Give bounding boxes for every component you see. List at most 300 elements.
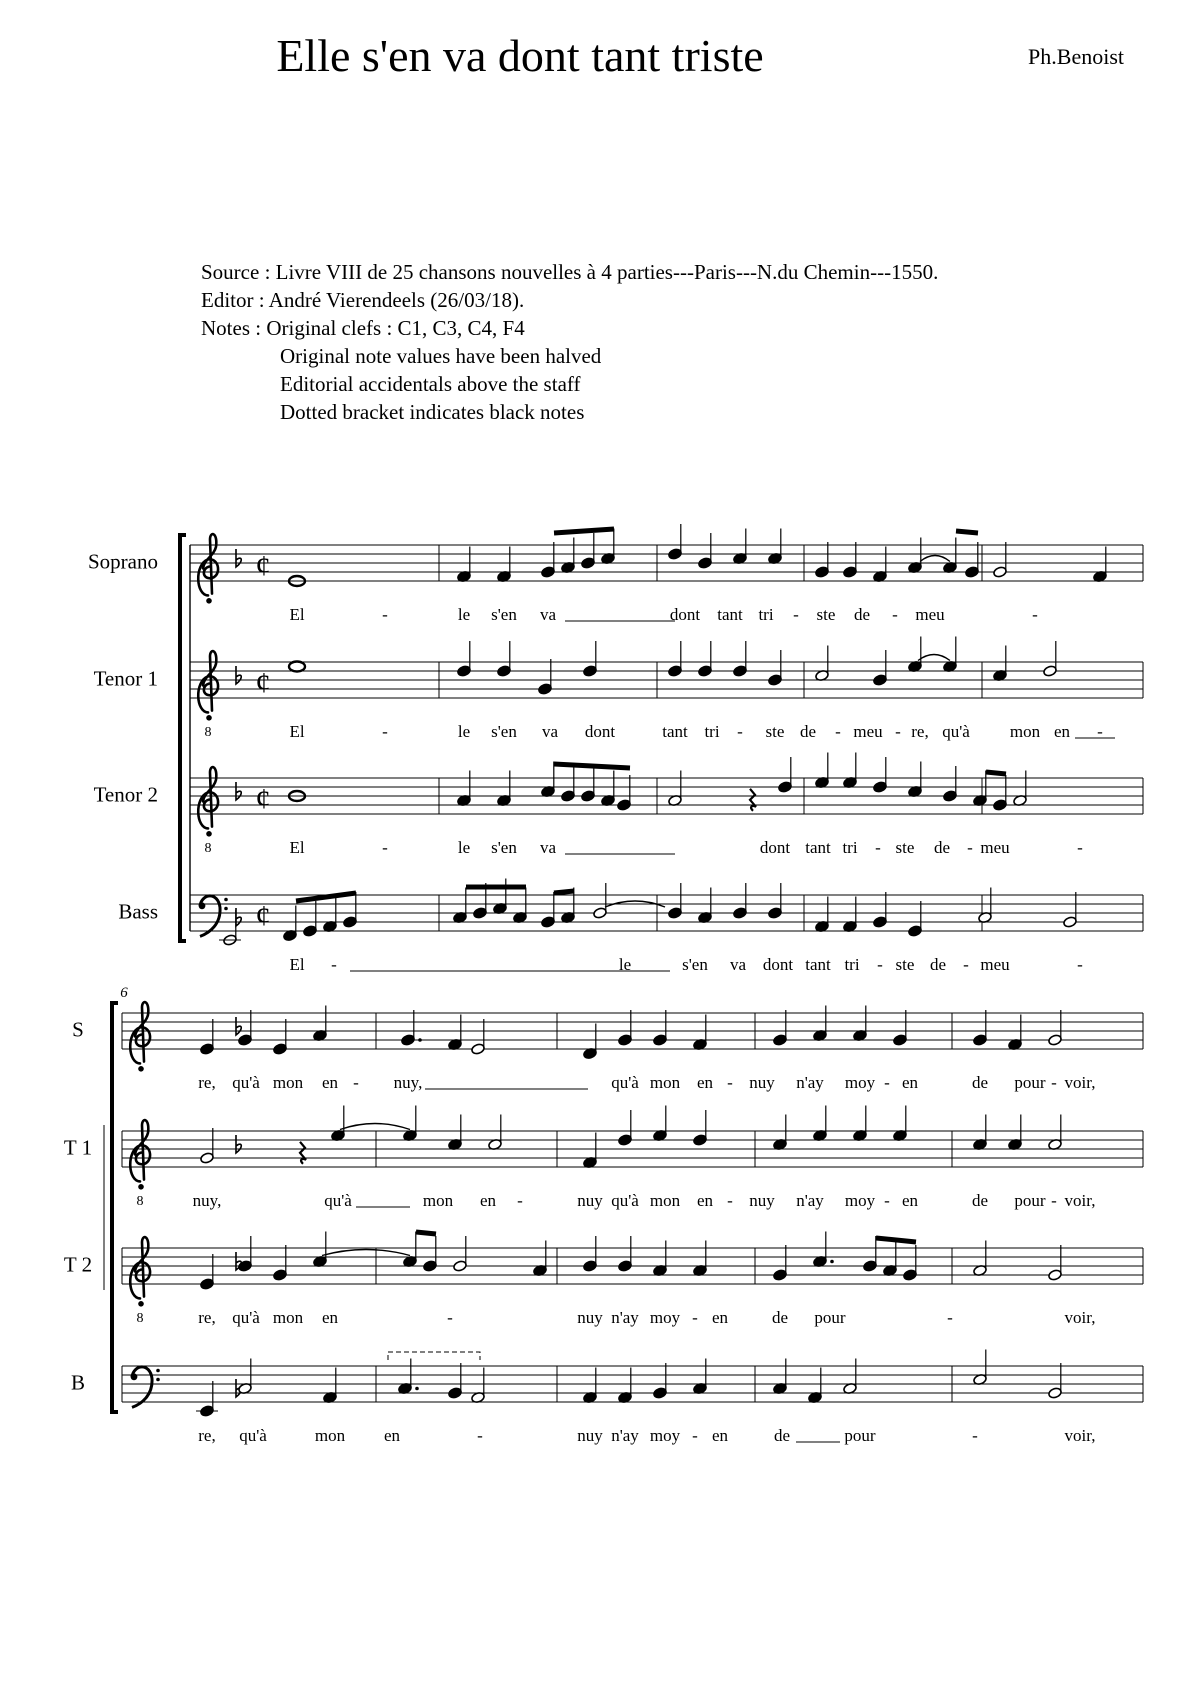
note (541, 762, 556, 798)
lyric-syllable: meu (980, 838, 1010, 857)
lyric-syllable: moy (844, 1073, 876, 1092)
note-head (773, 1034, 788, 1046)
note (283, 906, 298, 942)
bass-clef-dot (224, 907, 228, 911)
lyric-syllable: tri (844, 955, 860, 974)
lyric-syllable: de (799, 722, 817, 741)
lyric-syllable: pour (1014, 1073, 1046, 1092)
treble-clef-tail (138, 1184, 144, 1190)
treble-clef-tail (206, 831, 212, 837)
note (733, 529, 748, 565)
bass-clef-dot (224, 898, 228, 902)
note-head (497, 665, 512, 677)
note-head (541, 566, 556, 578)
tie (340, 1124, 410, 1130)
note (541, 542, 556, 578)
note (618, 1236, 633, 1272)
note-head (618, 1034, 633, 1046)
note (583, 641, 598, 677)
note (323, 897, 338, 933)
lyric-syllable: - (382, 722, 388, 741)
part-label: Tenor 1 (93, 666, 158, 691)
treble-clef-stroke (130, 1002, 150, 1063)
lyric-syllable: - (692, 1308, 698, 1327)
note-head (733, 665, 748, 677)
note (773, 1245, 788, 1281)
staff-sys2-0 (122, 1013, 1143, 1049)
note-head (561, 790, 576, 802)
tie (920, 556, 950, 562)
lyric-syllable: de (853, 605, 871, 624)
lyric-syllable: - (447, 1308, 453, 1327)
note-head (668, 548, 683, 560)
source-line: Source : Livre VIII de 25 chansons nouvelles à 4 parties---Paris---N.du Chemin---1550. (201, 260, 939, 284)
lyric-syllable: mon (1009, 722, 1041, 741)
flat-stroke (236, 549, 241, 567)
note-head (453, 1260, 468, 1272)
note (538, 659, 553, 695)
bass-clef-icon (131, 1367, 160, 1408)
note (873, 650, 888, 686)
note (1013, 771, 1028, 807)
note-head (653, 1034, 668, 1046)
lyric-syllable: - (835, 722, 841, 741)
note (581, 766, 596, 802)
note (693, 1110, 708, 1146)
note-head (863, 1260, 878, 1272)
note (733, 883, 748, 919)
lyric-syllable: El (289, 955, 305, 974)
note-head (273, 1269, 288, 1281)
note (238, 1236, 253, 1272)
note (583, 1368, 598, 1404)
lyric-syllable: s'en (491, 838, 517, 857)
note (908, 762, 923, 798)
lyric-syllable: El (289, 605, 305, 624)
lyric-syllable: le (618, 955, 632, 974)
bass-clef-dot (156, 1369, 160, 1373)
note (618, 1010, 633, 1046)
lyric-syllable: va (541, 722, 559, 741)
lyric-syllable: mon (649, 1073, 681, 1092)
lyric-syllable: n'ay (611, 1308, 639, 1327)
note (533, 1241, 548, 1277)
note (973, 1241, 988, 1277)
note (943, 637, 958, 673)
note (273, 1019, 288, 1055)
treble-clef-stroke (198, 767, 218, 828)
note (541, 892, 556, 928)
time-signature: ¢ (255, 899, 271, 933)
note (200, 1128, 215, 1164)
lyric-syllable: tri (842, 838, 858, 857)
lyric-syllable: - (692, 1426, 698, 1445)
note-head (698, 557, 713, 569)
note-head (618, 1260, 633, 1272)
note (843, 542, 858, 578)
treble-clef-tail (138, 1066, 144, 1072)
octave-eight-mark: 8 (204, 724, 212, 740)
lyric-syllable: voir, (1064, 1426, 1096, 1445)
note (401, 1010, 422, 1046)
note (653, 1241, 668, 1277)
lyric-syllable: re, (198, 1073, 216, 1092)
note (583, 1236, 598, 1272)
lyric-syllable: s'en (491, 605, 517, 624)
part-label: Tenor 2 (93, 782, 158, 807)
beam (416, 1232, 436, 1234)
lyric-syllable: - (884, 1191, 890, 1210)
treble-clef-tail (206, 598, 212, 604)
lyric-syllable: - (947, 1308, 953, 1327)
note-head (693, 1134, 708, 1146)
lyric-syllable: qu'à (611, 1073, 639, 1092)
note-head (668, 907, 683, 919)
note (773, 1115, 788, 1151)
treble-clef-stroke (198, 534, 218, 595)
lyric-syllable: de (971, 1191, 989, 1210)
note (448, 1015, 463, 1051)
note (1008, 1015, 1023, 1051)
piece-title: Elle s'en va dont tant triste (276, 30, 764, 81)
note (497, 547, 512, 583)
note-head (289, 662, 305, 672)
note (668, 883, 683, 919)
lyric-syllable: de (929, 955, 947, 974)
note (448, 1115, 463, 1151)
note (1063, 892, 1078, 928)
note (581, 533, 596, 569)
lyric-syllable: s'en (682, 955, 708, 974)
note (993, 775, 1008, 811)
note-head (768, 907, 783, 919)
treble-clef-stroke (130, 1120, 150, 1181)
note (1008, 1115, 1023, 1151)
lyric-syllable: n'ay (796, 1191, 824, 1210)
part-label: T 2 (63, 1252, 93, 1277)
note (403, 1232, 418, 1268)
note (561, 538, 576, 574)
note (601, 529, 616, 565)
part-label: T 1 (63, 1135, 93, 1160)
note (973, 771, 988, 807)
lyric-syllable: - (382, 605, 388, 624)
note (453, 888, 468, 924)
lyric-syllable: - (1051, 1191, 1057, 1210)
note (908, 538, 923, 574)
lyric-syllable: qu'à (232, 1073, 260, 1092)
lyric-syllable: El (289, 838, 305, 857)
lyric-syllable: meu (853, 722, 883, 741)
lyric-syllable: en (479, 1191, 497, 1210)
note-head (973, 1034, 988, 1046)
note (618, 1368, 633, 1404)
note-head (303, 925, 318, 937)
note-head (815, 566, 830, 578)
note (668, 641, 683, 677)
note (513, 888, 528, 924)
note (768, 650, 783, 686)
lyric-syllable: le (457, 722, 471, 741)
time-signature: ¢ (255, 666, 271, 700)
lyric-syllable: nuy (577, 1426, 603, 1445)
note-head (778, 781, 793, 793)
note (698, 533, 713, 569)
note-head (965, 566, 980, 578)
lyric-syllable: nuy (749, 1073, 775, 1092)
note (583, 1024, 598, 1060)
lyric-syllable: en (321, 1073, 339, 1092)
system-bracket (180, 535, 186, 941)
note (493, 879, 508, 915)
note (313, 1006, 328, 1042)
note-head (448, 1387, 463, 1399)
note (978, 888, 993, 924)
key-flat-icon (236, 549, 241, 567)
note-head (1048, 1387, 1063, 1399)
lyric-syllable: - (1077, 838, 1083, 857)
lyric-syllable: - (963, 955, 969, 974)
notes-line-4: Dotted bracket indicates black notes (280, 400, 585, 424)
note (943, 538, 958, 574)
note (1048, 1245, 1063, 1281)
beam (876, 1238, 916, 1242)
lyric-syllable: de (971, 1073, 989, 1092)
part-label: B (70, 1370, 86, 1395)
note (815, 897, 830, 933)
staff-sys2-3 (122, 1366, 1143, 1402)
lyric-syllable: re, (198, 1426, 216, 1445)
note (238, 1010, 253, 1046)
note-head (200, 1152, 215, 1164)
note (200, 1254, 215, 1290)
lyric-syllable: - (1097, 722, 1103, 741)
note (668, 771, 683, 807)
bass-clef-icon (199, 896, 228, 937)
lyric-syllable: nuy (577, 1191, 603, 1210)
lyric-syllable: de (773, 1426, 791, 1445)
lyric-syllable: tant (662, 722, 688, 741)
lyric-syllable: en (1053, 722, 1071, 741)
lyric-syllable: pour (814, 1308, 846, 1327)
black-notes-bracket (388, 1352, 480, 1360)
note (561, 766, 576, 802)
note (873, 547, 888, 583)
lyric-syllable: ste (816, 605, 836, 624)
note-head (768, 674, 783, 686)
lyric-syllable: - (793, 605, 799, 624)
lyric-syllable: qu'à (239, 1426, 267, 1445)
flat-stroke (236, 1017, 241, 1035)
note-head (993, 799, 1008, 811)
note (778, 757, 793, 793)
note (815, 753, 830, 789)
note (653, 1010, 668, 1046)
lyric-syllable: ste (765, 722, 785, 741)
lyric-syllable: voir, (1064, 1191, 1096, 1210)
note (497, 641, 512, 677)
lyric-syllable: - (727, 1073, 733, 1092)
beam (554, 764, 630, 768)
note (693, 1015, 708, 1051)
note (323, 1368, 338, 1404)
note (893, 1010, 908, 1046)
note (1048, 1010, 1063, 1046)
note-head (1048, 1034, 1063, 1046)
lyric-syllable: n'ay (611, 1426, 639, 1445)
octave-eight-mark: 8 (204, 840, 212, 856)
note (457, 547, 472, 583)
note (773, 1010, 788, 1046)
lyric-syllable: tant (805, 838, 831, 857)
lyric-syllable: nuy, (393, 1073, 423, 1092)
lyric-syllable: en (696, 1073, 714, 1092)
note (993, 542, 1008, 578)
lyric-syllable: - (477, 1426, 483, 1445)
note (993, 646, 1008, 682)
beam (956, 531, 978, 533)
note (813, 1232, 834, 1268)
note (863, 1236, 878, 1272)
note-dot (415, 1387, 419, 1391)
beam (554, 529, 614, 533)
note (813, 1106, 828, 1142)
note (943, 766, 958, 802)
lyric-syllable: va (539, 605, 557, 624)
lyric-syllable: qu'à (611, 1191, 639, 1210)
note (843, 1359, 858, 1395)
note (908, 901, 923, 937)
bass-clef-head (131, 1373, 138, 1380)
note (1048, 1115, 1063, 1151)
lyric-syllable: en (901, 1191, 919, 1210)
lyric-syllable: dont (584, 722, 616, 741)
key-flat-icon (236, 782, 241, 800)
note-head (581, 790, 596, 802)
note (893, 1106, 908, 1142)
note (815, 646, 830, 682)
note (601, 771, 616, 807)
treble-clef-stroke (198, 651, 218, 712)
system-bracket (112, 1003, 118, 1412)
note (853, 1006, 868, 1042)
lyric-syllable: - (1077, 955, 1083, 974)
composer-name: Ph.Benoist (1028, 44, 1124, 69)
note-head (1063, 916, 1078, 928)
bass-clef-dot (156, 1378, 160, 1382)
notes-line-2: Original note values have been halved (280, 344, 602, 368)
quarter-rest-icon (750, 789, 756, 811)
note (873, 757, 888, 793)
time-signature: ¢ (255, 782, 271, 816)
note (618, 1110, 633, 1146)
note (471, 1368, 486, 1404)
bass-clef-stroke (200, 896, 220, 937)
note (733, 641, 748, 677)
lyric-syllable: - (1032, 605, 1038, 624)
lyric-syllable: ste (895, 955, 915, 974)
note (883, 1241, 898, 1277)
note-head (773, 1269, 788, 1281)
lyric-syllable: - (892, 605, 898, 624)
flat-stroke (236, 908, 241, 926)
note-head (583, 1260, 598, 1272)
note (313, 1232, 328, 1268)
lyric-syllable: nuy (749, 1191, 775, 1210)
note-head (273, 1043, 288, 1055)
notes-line: Notes : Original clefs : C1, C3, C4, F4 (201, 316, 525, 340)
lyric-syllable: en (383, 1426, 401, 1445)
note (965, 542, 980, 578)
note (583, 1133, 598, 1169)
note (768, 883, 783, 919)
lyric-syllable: dont (669, 605, 701, 624)
note (488, 1115, 503, 1151)
lyric-syllable: qu'à (324, 1191, 352, 1210)
lyric-syllable: - (353, 1073, 359, 1092)
note (773, 1359, 788, 1395)
note-head (473, 907, 488, 919)
octave-eight-mark: 8 (136, 1193, 144, 1209)
lyric-syllable: ste (895, 838, 915, 857)
note (653, 1363, 668, 1399)
note-head (668, 665, 683, 677)
bass-clef-head (199, 902, 206, 909)
note-head (617, 799, 632, 811)
note-head (238, 1034, 253, 1046)
note-head (538, 683, 553, 695)
lyric-syllable: de (933, 838, 951, 857)
note (843, 897, 858, 933)
lyric-syllable: va (729, 955, 747, 974)
lyric-syllable: qu'à (942, 722, 970, 741)
key-flat-icon (236, 908, 241, 926)
lyric-syllable: s'en (491, 722, 517, 741)
lyric-syllable: El (289, 722, 305, 741)
measure-number: 6 (120, 985, 128, 1001)
note (693, 1241, 708, 1277)
lyric-syllable: en (901, 1073, 919, 1092)
note (423, 1236, 438, 1272)
tie (322, 1250, 410, 1256)
part-label: Bass (118, 899, 158, 924)
note-head (581, 557, 596, 569)
lyric-syllable: tri (704, 722, 720, 741)
note (808, 1368, 823, 1404)
lyric-syllable: moy (844, 1191, 876, 1210)
note-head (618, 1134, 633, 1146)
note (908, 637, 923, 673)
note (448, 1363, 463, 1399)
note (768, 529, 783, 565)
note-head (423, 1260, 438, 1272)
note (223, 910, 238, 946)
note (973, 1010, 988, 1046)
lyric-syllable: moy (649, 1308, 681, 1327)
lyric-syllable: mon (272, 1308, 304, 1327)
quarter-rest-icon (300, 1142, 306, 1164)
lyric-syllable: - (875, 838, 881, 857)
lyric-syllable: en (711, 1426, 729, 1445)
lyric-syllable: mon (422, 1191, 454, 1210)
note-head (893, 1034, 908, 1046)
note (457, 641, 472, 677)
note (698, 641, 713, 677)
editor-line: Editor : André Vierendeels (26/03/18). (201, 288, 525, 312)
lyric-syllable: le (457, 605, 471, 624)
note (200, 1019, 215, 1055)
lyric-syllable: le (457, 838, 471, 857)
